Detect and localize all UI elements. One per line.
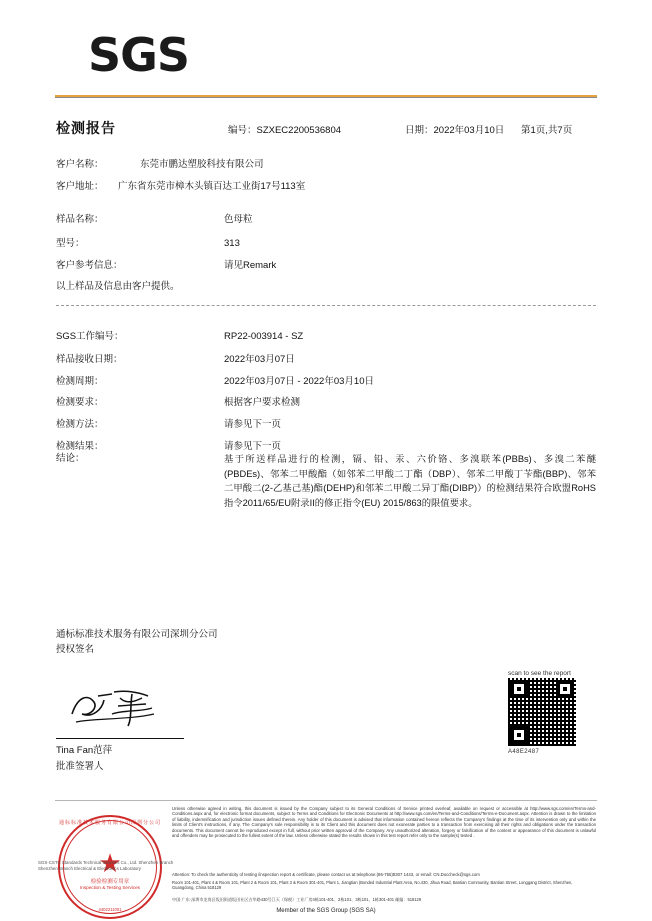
- customer-address-label-text: 客户地址：: [56, 181, 104, 192]
- signer-name: Tina Fan范萍: [56, 745, 113, 756]
- test-result-label-text: 检测结果：: [56, 441, 104, 452]
- customer-ref-value-text: 请见Remark: [224, 260, 277, 271]
- customer-address-value-text: 广东省东莞市樟木头镇百达工业街17号113室: [118, 181, 306, 192]
- test-requirement-value-text: 根据客户要求检测: [224, 397, 301, 408]
- section-divider-top: [56, 305, 596, 306]
- footer-member-line: Member of the SGS Group (SGS SA): [276, 908, 376, 914]
- footer-contact-note: Attention: To check the authenticity of testing /inspection report & certificate, please contact us at telephone:(86-755)8307 1443, or email: CN.Doccheck@sgs.com: [172, 872, 480, 877]
- test-period-value-text: 2022年03月07日 - 2022年03月10日: [224, 376, 374, 387]
- stamp-mid-text-en: Inspection & Testing Services: [80, 885, 140, 890]
- test-period-label-text: 检测周期：: [56, 376, 104, 387]
- sample-model-value-text: 313: [224, 238, 240, 249]
- customer-ref-label-text: 客户参考信息：: [56, 260, 123, 271]
- report-date: 日期：2022年03月10日: [405, 125, 505, 136]
- header-divider: [55, 97, 597, 98]
- test-result-value-text: 请参见下一页: [224, 441, 282, 452]
- footer-address-cn: 中国·广东·深圳市龙岗区坂田街道坂田社区吉华路430号江天（保税）工业厂房4栋101-401、2栋101、3栋101、1栋301-401 邮编：518129: [172, 897, 422, 902]
- stamp-top-text: 通标标准技术服务有限公司深圳分公司: [58, 820, 161, 826]
- footer-address-en: Room 101-401, Plant 4 & Room 101, Plant 2 & Room 101, Plant 3 & Room 301-401, Plant 1, Jiangtian (Bonded Industrial Plant Area, No.430, Jihua Road, Bantian Community, Bantian Street, Longgang District, Shenzhen, Guangdong, China 518129: [172, 880, 573, 891]
- test-method-value-text: 请参见下一页: [224, 419, 282, 430]
- report-number: 编号：SZXEC2200536804: [228, 125, 342, 136]
- stamp-mid-text: 检验检测专用章: [90, 879, 130, 885]
- signing-company: 通标标准技术服务有限公司深圳分公司: [56, 629, 218, 640]
- authorized-signature-label: 授权签名: [56, 644, 95, 655]
- stamp-bottom-text: 4402211001: [98, 907, 122, 912]
- customer-name-value-text: 东莞市鹏达塑胶科技有限公司: [140, 159, 264, 170]
- qr-caption: scan to see the report: [508, 670, 571, 677]
- lab-branch-text: SGS-CSTC Standards Technical Services Co., Ltd. Shenzhen Branch Shenzhen Branch Electrical & Electronics Laboratory: [38, 860, 174, 871]
- stamp-star-icon: ★: [98, 847, 122, 878]
- signer-role: 批准签署人: [56, 761, 104, 772]
- conclusion-label-text: 结论：: [56, 453, 85, 464]
- job-no-label-text: SGS工作编号：: [56, 331, 124, 342]
- sample-name-value-text: 色母粒: [224, 214, 253, 225]
- handwritten-signature-icon: [68, 688, 160, 728]
- sample-model-label-text: 型号：: [56, 238, 85, 249]
- received-date-label-text: 样品接收日期：: [56, 354, 123, 365]
- job-no-value-text: RP22-003914 - SZ: [224, 331, 304, 342]
- test-method-label-text: 检测方法：: [56, 419, 104, 430]
- page-indicator: 第1页,共7页: [521, 125, 573, 136]
- sample-provided-note-text: 以上样品及信息由客户提供。: [56, 281, 180, 292]
- conclusion-value: 基于所送样品进行的检测，镉、铅、汞、六价铬、多溴联苯(PBBs)、多溴二苯醚(PBDEs)、邻苯二甲酸酯（如邻苯二甲酸二丁酯（DBP）、邻苯二甲酸丁苄酯(BBP)、邻苯二甲酸二(2-乙基己基)酯(DEHP)和邻苯二甲酸二异丁酯(DIBP)）的检测结果符合欧盟RoHS指令2011/65/EU附录II的修正指令(EU) 2015/863的限值要求。: [224, 454, 596, 508]
- received-date-value-text: 2022年03月07日: [224, 354, 295, 365]
- sgs-logo: SGS: [88, 28, 190, 82]
- footer-disclaimer: Unless otherwise agreed in writing, this document is issued by the Company subject to its General Conditions of Service printed overleaf, available on request or accessible at http://www.sgs.com/en/Terms-and-Conditions.aspx and, for electronic format documents, subject to Terms and Conditions for Electronic Documents at http://www.sgs.com/en/Terms-and-Conditions/Terms-e-Document.aspx. Attention is drawn to the limitation of liability, indemnification and jurisdiction issues defined therein. Any holder of this document is advised that information contained hereon reflects the Company's findings at the time of its intervention only and within the limits of Client's instructions, if any. The Company's sole responsibility is to its Client and this document does not exonerate parties to a transaction from exercising all their rights and obligations under the transaction documents. This document cannot be reproduced except in full, without prior written approval of the Company. Any unauthorized alteration, forgery or falsification of the content or appearance of this document is unlawful and offenders may be prosecuted to the fullest extent of the law. Unless otherwise stated the results shown in this test report refer only to the sample(s) tested .: [172, 806, 596, 839]
- qr-code-id: A48E2487: [508, 749, 540, 755]
- footer-divider: [55, 800, 597, 801]
- signature-line: [56, 738, 184, 739]
- page-title: 检测报告: [56, 120, 116, 136]
- qr-code-icon[interactable]: [508, 678, 576, 746]
- customer-name-label-text: 客户名称：: [56, 159, 104, 170]
- test-requirement-label-text: 检测要求：: [56, 397, 104, 408]
- sample-name-label-text: 样品名称：: [56, 214, 104, 225]
